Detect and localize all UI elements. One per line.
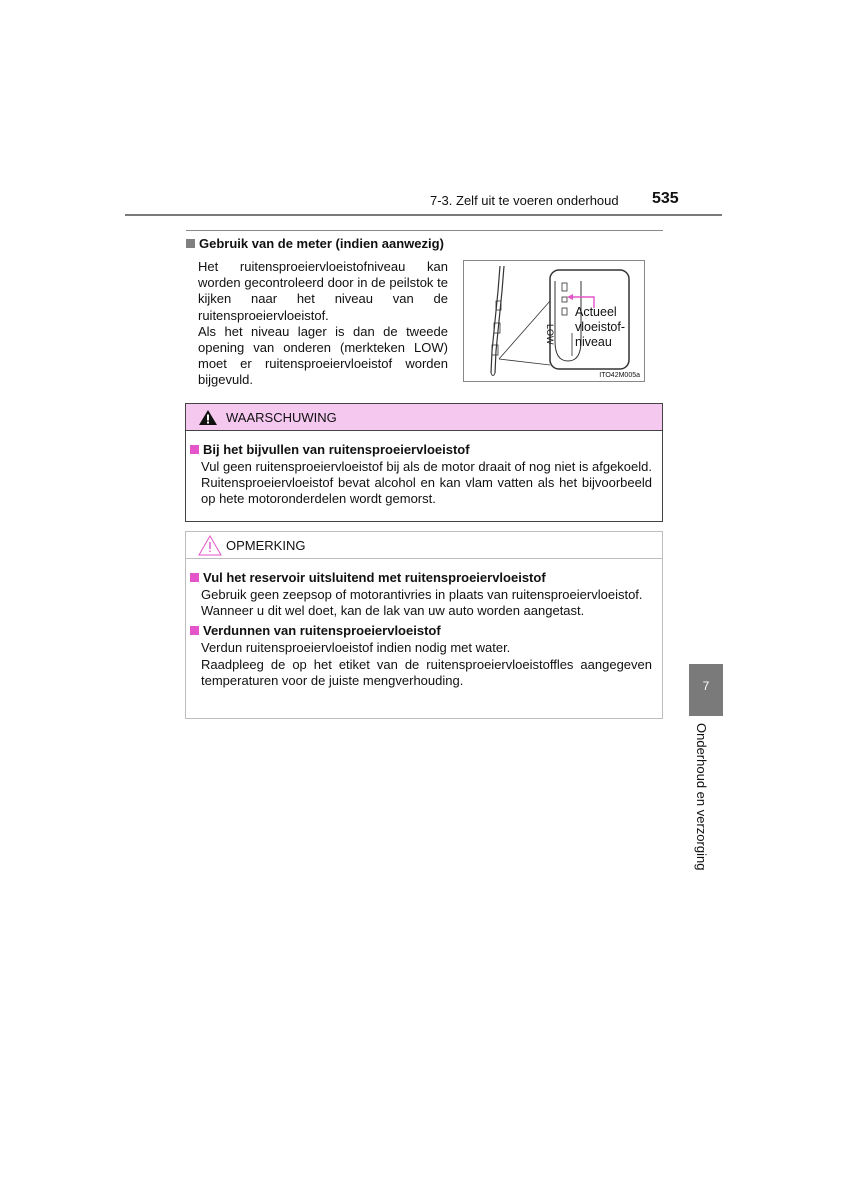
warning-title: WAARSCHUWING [226, 409, 337, 425]
notice-item-heading [186, 623, 662, 638]
chapter-tab: 7 [689, 664, 723, 716]
section-heading [186, 236, 444, 251]
warning-item-heading [186, 442, 662, 457]
warning-paragraph: Vul geen ruitensproeiervloeistof bij als de motor draait of nog niet is afgekoeld. Ruitensproeiervloeistof bevat alcohol en kan vlam vatten als het bijvoorbeeld op hete motoronderdelen wordt gemorst. [201, 459, 652, 507]
notice-box [185, 531, 663, 719]
caution-triangle-icon [198, 535, 222, 556]
chapter-tab-label: Onderhoud en verzorging [694, 723, 709, 871]
pink-square-bullet-icon [190, 445, 199, 454]
notice-item-text [186, 640, 662, 689]
notice-header [186, 532, 662, 559]
notice-title: OPMERKING [226, 537, 306, 553]
callout-line: niveau [575, 335, 612, 349]
meter-description [198, 259, 448, 389]
notice-item-text [186, 587, 662, 619]
warning-item-heading-text: Bij het bijvullen van ruitensproeiervloeistof [203, 442, 470, 457]
section-heading-text: Gebruik van de meter (indien aanwezig) [199, 236, 444, 251]
section-divider [186, 230, 663, 231]
pink-square-bullet-icon [190, 626, 199, 635]
header-divider [125, 214, 722, 216]
notice-paragraph: Verdun ruitensproeiervloeistof indien nodig met water. [201, 640, 511, 656]
notice-item-heading [186, 570, 662, 585]
gray-square-bullet-icon [186, 239, 195, 248]
figure-code: ITO42M005a [599, 372, 640, 379]
callout-line: Actueel [575, 305, 617, 319]
page-number: 535 [652, 190, 679, 207]
warning-item-text [186, 459, 662, 508]
meter-paragraph: Het ruitensproeiervloeistofniveau kan worden gecontroleerd door in de peilstok te kijken naar het niveau van de ruitensproeiervloeistof. [198, 259, 448, 323]
callout-line: vloeistof- [575, 320, 626, 334]
warning-header [186, 404, 662, 431]
notice-item-heading-text: Verdunnen van ruitensproeiervloeistof [203, 623, 441, 639]
meter-paragraph: Als het niveau lager is dan de tweede opening van onderen (merkteken LOW) moet er ruitensproeiervloeistof worden bijgevuld. [198, 323, 448, 388]
notice-paragraph: Wanneer u dit wel doet, kan de lak van uw auto worden aangetast. [201, 603, 585, 619]
dipstick-illustration [463, 260, 645, 382]
pink-square-bullet-icon [190, 573, 199, 582]
low-mark: LOW [545, 324, 555, 345]
notice-paragraph: Raadpleeg de op het etiket van de ruitensproeiervloeistoffles aangegeven temperaturen voor de juiste mengverhouding. [201, 656, 652, 688]
chapter-title: 7-3. Zelf uit te voeren onderhoud [430, 193, 619, 208]
warning-box [185, 403, 663, 522]
warning-triangle-icon [198, 409, 218, 426]
notice-paragraph: Gebruik geen zeepsop of motorantivries in plaats van ruitensproeiervloeistof. [201, 587, 643, 602]
notice-item-heading-text: Vul het reservoir uitsluitend met ruitensproeiervloeistof [203, 570, 546, 585]
fluid-level-callout [575, 305, 625, 350]
